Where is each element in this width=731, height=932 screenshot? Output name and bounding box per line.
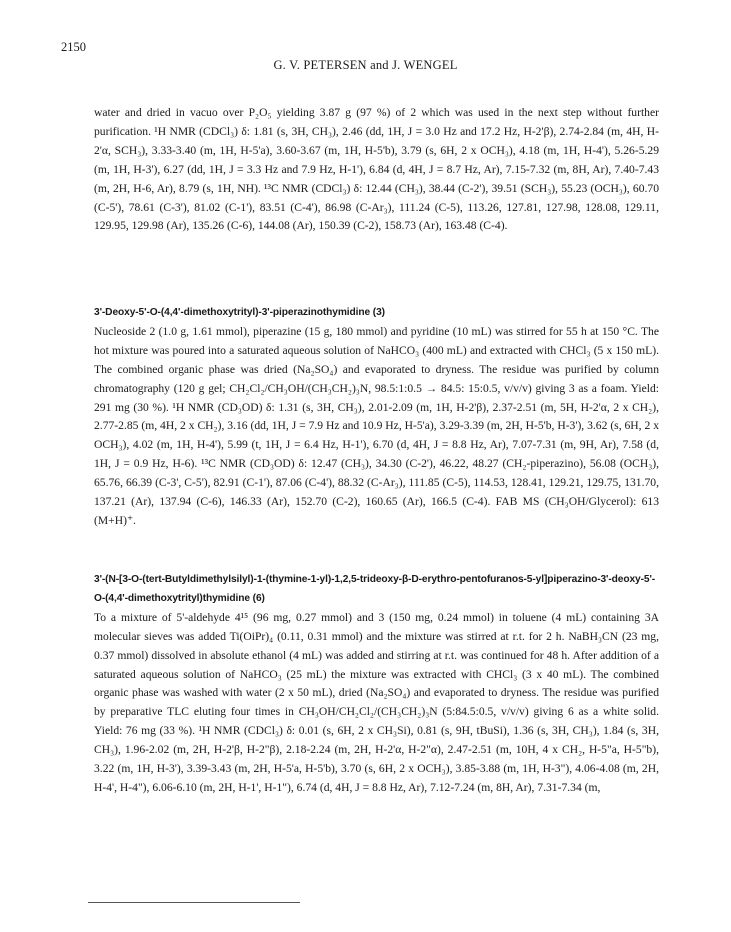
paragraph-compound-2-nmr <box>94 104 659 236</box>
paragraph-text: To a mixture of 5'-aldehyde 4¹⁵ (96 mg, 0.27 mmol) and 3 (150 mg, 0.24 mmol) in toluene (4 mL) containing 3A molecular sieves was added Ti(OiPr)₄ (0.11, 0.31 mmol) and the mixture was stirred at r.t. for 2 h. NaBH₃CN (23 mg, 0.37 mmol) dissolved in absolute ethanol (4 mL) was added and stirring at r.t. was continued for 48 h. After addition of a saturated aqueous solution of NaHCO₃ (25 mL) the mixture was extracted with CHCl₃ (3 x 40 mL). The combined organic phase was washed with water (2 x 50 mL), dried (Na₂SO₄) and evaporated to dryness. The residue was purified by preparative TLC eluting four times in CH₃OH/CH₂Cl₂/(CH₃CH₂)₃N (5:84.5:0.5, v/v/v) giving 6 as a white solid. Yield: 76 mg (33 %). ¹H NMR (CDCl₃) δ: 0.01 (s, 6H, 2 x CH₃Si), 0.81 (s, 9H, tBuSi), 1.36 (s, 3H, CH₃), 1.84 (s, 3H, CH₃), 1.96-2.02 (m, 2H, H-2'β, H-2"β), 2.18-2.24 (m, 2H, H-2'α, H-2"α), 2.47-2.51 (m, 10H, 4 x CH₂, H-5"a, H-5"b), 3.22 (m, 1H, H-3'), 3.39-3.43 (m, 2H, H-5'a, H-5'b), 3.70 (s, 6H, 2 x OCH₃), 3.85-3.88 (m, 1H, H-3"), 4.06-4.08 (m, 2H, H-4', H-4"), 6.06-6.10 (m, 2H, H-1', H-1"), 6.74 (d, 4H, J = 8.8 Hz, Ar), 7.12-7.24 (m, 8H, Ar), 7.31-7.34 (m, <box>94 610 659 794</box>
running-head: G. V. PETERSEN and J. WENGEL <box>273 58 458 72</box>
paragraph-text: water and dried in vacuo over P₂O₅ yielding 3.87 g (97 %) of 2 which was used in the next step without further purification. ¹H NMR (CDCl₃) δ: 1.81 (s, 3H, CH₃), 2.46 (dd, 1H, J = 3.0 Hz and 17.2 Hz, H-2'β), 2.74-2.84 (m, 4H, H-2'α, SCH₃), 3.33-3.40 (m, 1H, H-5'a), 3.60-3.67 (m, 1H, H-5'b), 3.79 (s, 6H, 2 x OCH₃), 4.18 (m, 1H, H-4'), 5.26-5.29 (m, 1H, H-3'), 6.27 (dd, 1H, J = 3.3 Hz and 7.9 Hz, H-1'), 6.84 (d, 4H, J = 8.7 Hz, Ar), 7.15-7.32 (m, 8H, Ar), 7.40-7.43 (m, 2H, H-6, Ar), 8.79 (s, 1H, NH). ¹³C NMR (CDCl₃) δ: 12.44 (CH₃), 38.44 (C-2'), 39.51 (SCH₃), 55.23 (OCH₃), 60.70 (C-5'), 78.61 (C-3'), 81.02 (C-1'), 83.51 (C-4'), 86.98 (C-Ar₃), 111.24 (C-5), 113.26, 127.81, 127.98, 128.08, 129.11, 129.95, 129.98 (Ar), 135.26 (C-6), 144.08 (Ar), 150.39 (C-2), 158.73 (Ar), 163.48 (C-4). <box>94 106 659 233</box>
section-compound-3 <box>94 304 659 531</box>
footnote-rule <box>88 902 300 903</box>
section-heading: 3'-(N-[3-O-(tert-Butyldimethylsilyl)-1-(thymine-1-yl)-1,2,5-trideoxy-β-D-erythro-pentofuranos-5-yl]piperazino-3'-deoxy-5'-O-(4,4'-dimethoxytrityl)thymidine (6) <box>94 574 656 604</box>
section-heading: 3'-Deoxy-5'-O-(4,4'-dimethoxytrityl)-3'-piperazinothymidine (3) <box>94 307 385 318</box>
paragraph-text: Nucleoside 2 (1.0 g, 1.61 mmol), piperazine (15 g, 180 mmol) and pyridine (10 mL) was stirred for 55 h at 150 °C. The hot mixture was poured into a saturated aqueous solution of NaHCO₃ (400 mL) and extracted with CHCl₃ (5 x 150 mL). The combined organic phase was dried (Na₂SO₄) and evaporated to dryness. The residue was purified by column chromatography (120 g gel; CH₂Cl₂/CH₃OH/(CH₃CH₂)₃N, 98.5:1:0.5 → 84.5: 15:0.5, v/v/v) giving 3 as a foam. Yield: 291 mg (30 %). ¹H NMR (CD₃OD) δ: 1.31 (s, 3H, CH₃), 2.01-2.09 (m, 1H, H-2'β), 2.37-2.51 (m, 5H, H-2'α, 2 x CH₂), 2.77-2.85 (m, 4H, 2 x CH₂), 3.16 (dd, 1H, J = 7.9 Hz and 10.9 Hz, H-5'a), 3.29-3.39 (m, 2H, H-5'b, H-3'), 3.62 (s, 6H, 2 x OCH₃), 4.02 (m, 1H, H-4'), 5.99 (t, 1H, J = 6.4 Hz, H-1'), 6.70 (d, 4H, J = 8.8 Hz, Ar), 7.07-7.31 (m, 9H, Ar), 7.58 (d, 1H, J = 0.9 Hz, H-6). ¹³C NMR (CD₃OD) δ: 12.47 (CH₃), 34.30 (C-2'), 46.22, 48.27 (CH₂-piperazino), 56.08 (OCH₃), 65.76, 66.39 (C-3', C-5'), 82.91 (C-1'), 87.06 (C-4'), 88.32 (C-Ar₃), 111.85 (C-5), 114.53, 128.41, 129.21, 129.75, 131.70, 137.21 (Ar), 137.94 (C-6), 146.33 (Ar), 152.70 (C-2), 160.65 (Ar), 166.5 (C-4). FAB MS (CH₃OH/Glycerol): 613 (M+H)⁺. <box>94 324 659 527</box>
section-compound-6 <box>94 571 659 798</box>
page-number: 2150 <box>61 40 86 54</box>
